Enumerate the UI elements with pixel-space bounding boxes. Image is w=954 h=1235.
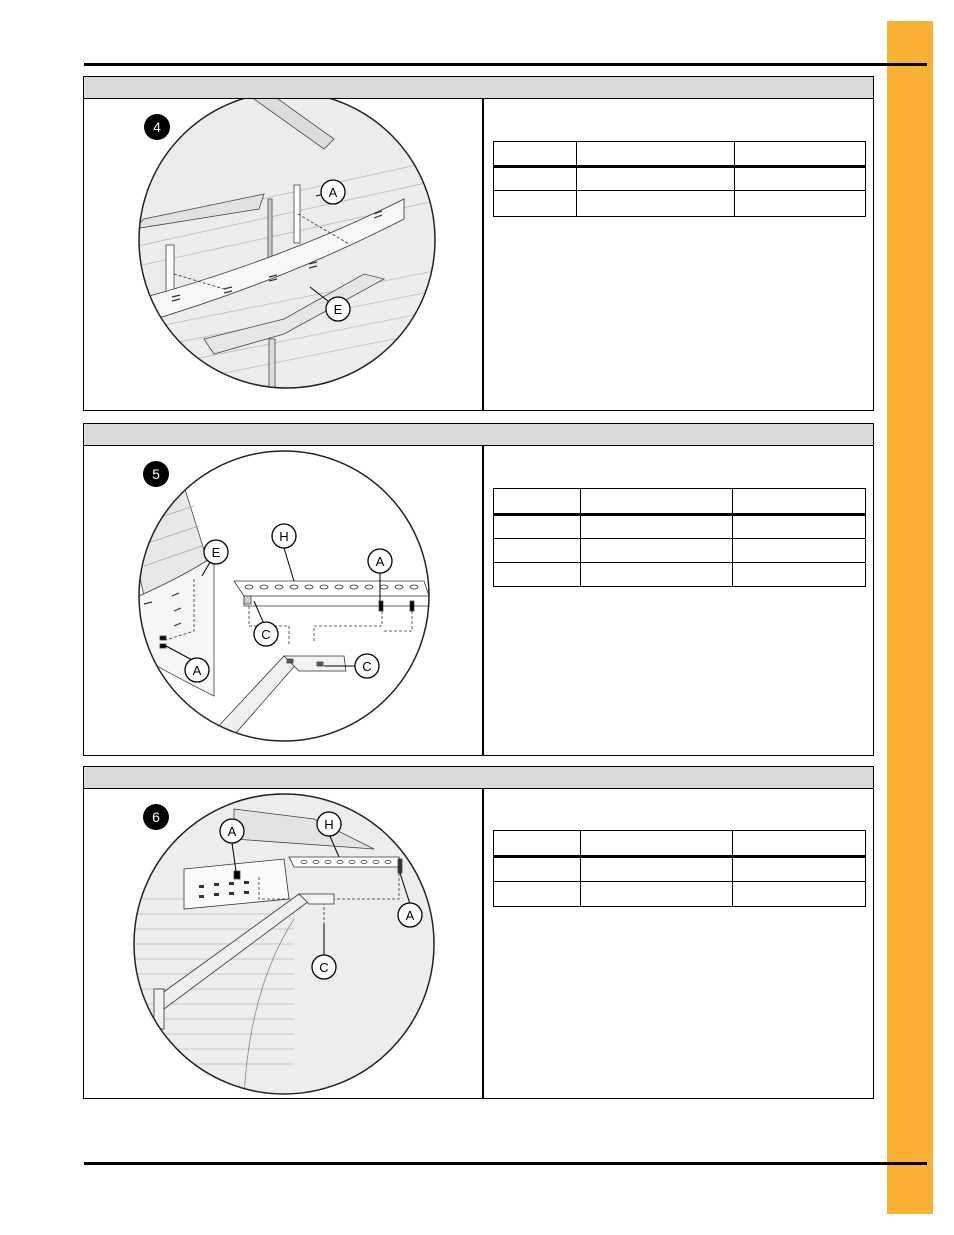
step-5-panel [83,423,874,756]
table-row [494,489,865,516]
table-row [494,516,865,539]
step-4-badge: 4 [153,119,161,135]
step-6-divider [482,789,484,1098]
callout-label: C [261,627,271,642]
callout-label: H [279,529,289,544]
step-5-badge: 5 [152,466,160,482]
callout-label: A [375,554,385,569]
callout-label: C [362,659,372,674]
table-row [494,168,865,191]
callout-label: C [319,960,329,975]
callout-label: A [227,824,237,839]
step-6-badge: 6 [152,809,160,825]
table-row [494,858,865,882]
step-6-panel [83,766,874,1099]
step-4-illustration [84,99,482,410]
step-6-illustration [84,789,482,1098]
table-row [494,882,865,906]
callout-label: E [211,545,221,560]
callout-label: H [324,817,334,832]
callout-label: A [328,185,338,200]
step-4-divider [482,99,484,410]
step-6-header [84,767,873,789]
step-4-panel [83,76,874,411]
table-row [494,191,865,216]
step-6-parts-table [493,830,866,907]
step-5-parts-table [493,488,866,587]
step-5-illustration [84,446,482,755]
table-row [494,539,865,563]
step-5-divider [482,446,484,755]
bottom-rule [84,1162,927,1165]
step-5-header [84,424,873,446]
step-4-header [84,77,873,99]
callout-label: A [192,663,202,678]
table-row [494,831,865,858]
table-row [494,142,865,168]
callout-label: A [405,908,415,923]
table-row [494,563,865,586]
callout-label: E [333,302,343,317]
top-rule [84,63,927,66]
step-4-parts-table [493,141,866,217]
chapter-side-tab [887,21,933,1214]
